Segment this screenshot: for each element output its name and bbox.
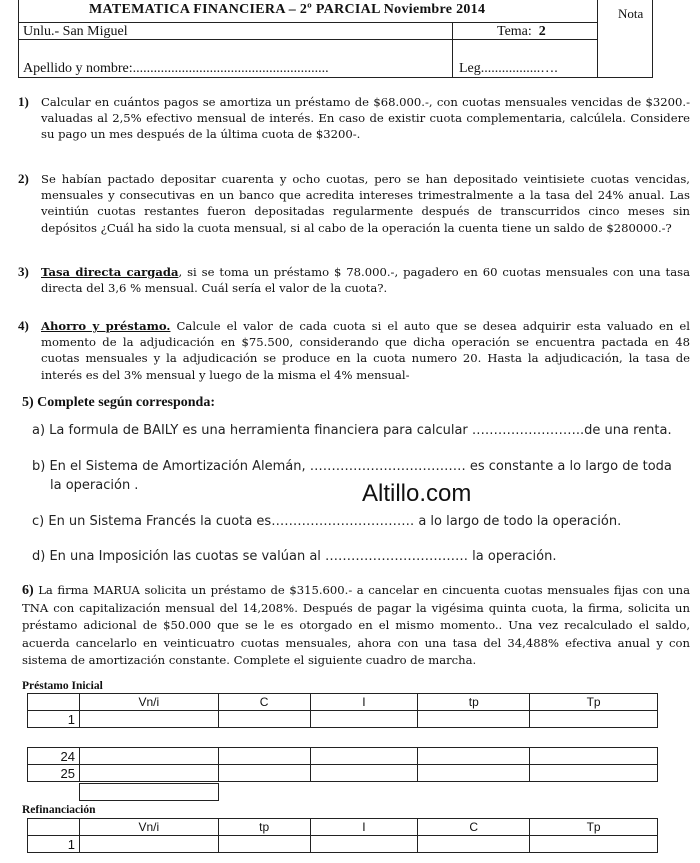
table-label-refinanciacion: Refinanciación [22,804,96,816]
period-cell: 1 [28,836,80,853]
answer-cell[interactable] [80,784,219,801]
question-text: La firma MARUA solicita un préstamo de $315.600.- a cancelar en cincuenta cuotas mensuales fijas con una TNA con capitalización mensual del 14,208%. Después de pagar la vigésima quinta cuota, la firma, solicita un préstamo adicional de $50.000 que se le es otorgado en el mismo momento.. Una vez recalculado el saldo, acuerda cancelarlo en veinticuatro cuotas mensuales, ahora con una tasa del 34,488% efectiva anual y con sistema de amortización constante. Complete el siguiente cuadro de marcha. [22,583,691,667]
q5-item-d: d) En una Imposición las cuotas se valúan al …………………………… la operación. [32,549,557,564]
question-title: Ahorro y préstamo. [41,319,171,333]
answer-cell[interactable] [218,765,310,782]
question-number: 3) [18,264,29,279]
header-cell: C [218,694,310,711]
answer-cell[interactable] [310,748,418,765]
header-cell: I [310,819,418,836]
period-cell: 1 [28,711,80,728]
question-1 [18,94,690,143]
answer-cell[interactable] [418,765,530,782]
q5-item-c: c) En un Sistema Francés la cuota es…………………………… a lo largo de todo la operación. [32,514,622,529]
institution: Unlu.- San Miguel [23,24,128,39]
question-number: 2) [18,171,29,186]
leg-field[interactable]: Leg.................…. [459,61,558,76]
answer-cell[interactable] [79,765,218,782]
q5-item-b: b) En el Sistema de Amortización Alemán, ……………………………… es constante a lo largo de toda [32,459,672,474]
header-divider [452,22,453,78]
table-header-row [28,819,658,836]
table-row [28,711,658,728]
question-3 [18,264,690,296]
header-cell [28,694,80,711]
answer-cell[interactable] [530,836,658,853]
tema [497,24,546,40]
header-cell: Vn/i [79,694,218,711]
table-prestamo-inicial-part2 [27,747,658,782]
question-body [41,264,690,296]
question-6 [22,582,690,670]
grade-label: Nota [618,6,644,21]
header-cell: Tp [530,819,658,836]
answer-cell[interactable] [218,748,310,765]
header-cell: C [418,819,530,836]
exam-title: MATEMATICA FINANCIERA – 2º PARCIAL Noviembre 2014 [89,2,486,17]
question-2 [18,171,690,236]
name-field[interactable]: Apellido y nombre:........................................................ [23,61,329,76]
header-cell: I [310,694,418,711]
answer-cell[interactable] [79,748,218,765]
header-cell: tp [218,819,310,836]
period-cell: 24 [28,748,80,765]
question-text: Calcular en cuántos pagos se amortiza un préstamo de $68.000.-, con cuotas mensuales vencidas de $3200.- valuadas al 2,5% efectivo mensual de interés. En caso de existir cuota complementaria, calcúlela. Considere su pago un mes después de la última cuota de $3200-. [41,95,690,142]
q5-item-b-cont: la operación . [50,478,139,493]
question-title: Tasa directa cargada [41,265,179,279]
header-cell: Vn/i [79,819,218,836]
question-text: , si se toma un préstamo $ 78.000.-, pagadero en 60 cuotas mensuales con una tasa directa del 3,6 % mensual. Cuál sería el valor de la cuota?. [41,265,690,296]
q5-item-a: a) La formula de BAILY es una herramienta financiera para calcular ……………………..de una renta. [32,423,672,438]
table-refinanciacion [27,818,658,853]
question-5-heading: 5) Complete según corresponda: [22,395,216,410]
tema-label: Tema: [497,24,532,39]
answer-cell[interactable] [310,711,418,728]
answer-cell[interactable] [218,836,310,853]
question-text: Se habían pactado depositar cuarenta y ocho cuotas, pero se han depositado veintisiete cuotas vencidas, mensuales y consecutivas en un banco que acredita intereses trimestralmente a la tasa del 24% anual. Las veintiún cuotas restantes fueron depositadas regularmente después de transcurridos cinco meses sin depósitos ¿Cuál ha sido la cuota mensual, si al cabo de la operación la cuenta tiene un saldo de $280000.-? [41,172,690,235]
question-4 [18,318,690,383]
answer-cell[interactable] [530,765,658,782]
table-label-prestamo-inicial: Préstamo Inicial [22,680,103,692]
answer-cell[interactable] [530,711,658,728]
grade-box [597,0,654,78]
question-number: 4) [18,318,29,333]
question-number: 6) [22,583,34,598]
table-row [28,836,658,853]
tema-value: 2 [538,24,546,39]
question-number: 1) [18,94,29,109]
answer-cell[interactable] [310,765,418,782]
table-prestamo-inicial [27,693,658,728]
question-body [41,318,690,383]
answer-cell[interactable] [310,836,418,853]
watermark: Altillo.com [362,480,472,507]
answer-cell[interactable] [79,711,218,728]
table-row [28,748,658,765]
header-cell: tp [418,694,530,711]
table-header-row [28,694,658,711]
header-cell [28,819,80,836]
period-cell: 25 [28,765,80,782]
answer-cell[interactable] [418,748,530,765]
answer-cell[interactable] [418,711,530,728]
answer-cell[interactable] [418,836,530,853]
header-cell: Tp [530,694,658,711]
answer-cell[interactable] [79,836,218,853]
table-row [28,765,658,782]
table-extra-cell [79,783,219,801]
answer-cell[interactable] [218,711,310,728]
question-text: Calcule el valor de cada cuota si el auto que se desea adquirir esta valuado en el momento de la adjudicación en $75.500, considerando que dicha operación se encuentra pactada en 48 cuotas mensuales y la adjudicación se produce en la cuota numero 20. Hasta la adjudicación, la tasa de interés es del 3% mensual y luego de la misma el 4% mensual- [41,319,690,382]
exam-header [18,0,653,78]
answer-cell[interactable] [530,748,658,765]
